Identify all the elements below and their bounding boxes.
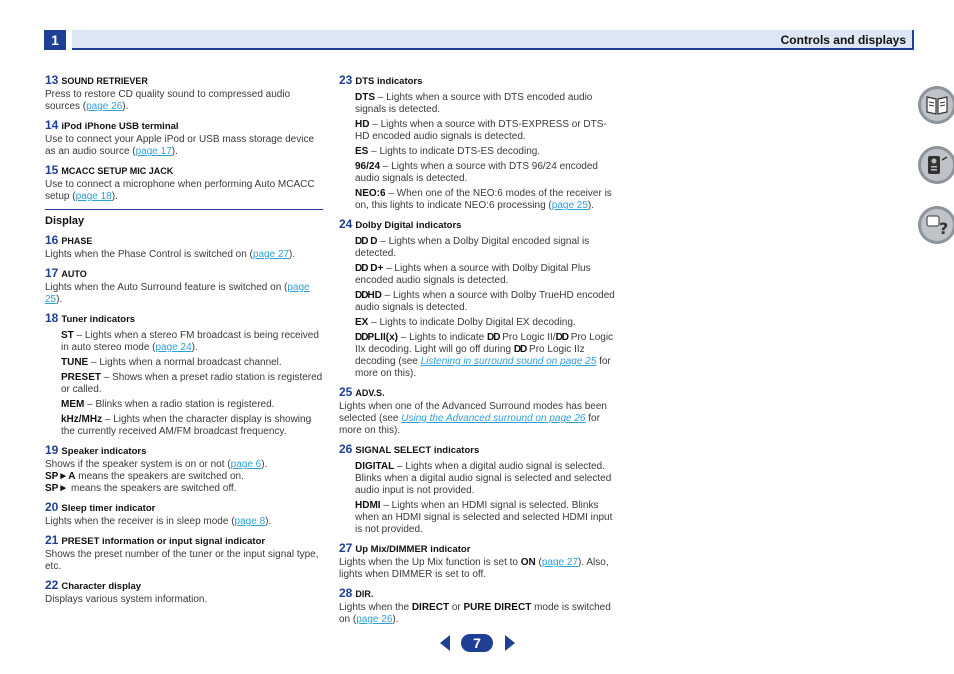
sub-item-plii <box>355 332 615 380</box>
entry-number: 24 <box>339 217 353 231</box>
term: SP►A <box>45 471 76 482</box>
entry-character-display <box>45 578 323 606</box>
entry-tuner-indicators <box>45 311 323 438</box>
entry-number: 13 <box>45 73 59 87</box>
sub-item-st <box>61 330 323 354</box>
entry-description: Shows if the speaker system is on or not ( <box>45 459 231 470</box>
page-title: Controls and displays <box>780 33 906 47</box>
entry-dir <box>339 586 615 626</box>
entry-number: 18 <box>45 311 59 325</box>
term-description: – Lights when a normal broadcast channel. <box>88 357 282 368</box>
page-link[interactable]: page 26 <box>356 614 393 625</box>
term-description: – Lights when a Dolby Digital encoded signal is detected. <box>355 236 590 259</box>
entry-description-end: ). <box>111 191 118 202</box>
term: HDMI <box>355 500 381 511</box>
sub-item-tune <box>61 357 323 369</box>
entry-adv-s <box>339 385 615 437</box>
term-description: means the speakers are switched on. <box>75 471 244 482</box>
previous-page-arrow-icon[interactable] <box>438 634 452 652</box>
sub-item-hdmi <box>355 500 615 536</box>
term: PRESET <box>61 372 102 383</box>
term-description: – Lights when a digital audio signal is selected. Blinks when a digital audio signal is selected and selected audio input is not provided. <box>355 461 612 496</box>
term-description-end: for more on this). <box>355 356 611 379</box>
entry-label: AUTO <box>61 269 87 279</box>
term-description: – Lights to indicate DTS-ES decoding. <box>368 146 541 157</box>
entry-description: Lights when one of the Advanced Surround modes has been selected (see <box>339 401 607 424</box>
term: DIGITAL <box>355 461 395 472</box>
entry-label: SOUND RETRIEVER <box>61 76 148 86</box>
entry-preset-information <box>45 533 323 573</box>
help-icon[interactable] <box>918 206 954 244</box>
sub-item-hd <box>355 119 615 143</box>
term-description: – Blinks when a radio station is registered. <box>84 399 275 410</box>
term: ST <box>61 330 74 341</box>
entry-description-end: ). <box>392 614 399 625</box>
entry-description: Lights when the Auto Surround feature is switched on ( <box>45 282 288 293</box>
chapter-number: 1 <box>44 30 66 50</box>
sub-item-es <box>355 146 615 158</box>
term: NEO:6 <box>355 188 386 199</box>
term: HD <box>355 119 370 130</box>
entry-sound-retriever <box>45 73 323 113</box>
left-column <box>45 73 323 611</box>
term-description: – Lights when a source with DTS encoded audio signals is detected. <box>355 92 593 115</box>
term-description: Pro Logic IIz decoding (see <box>355 344 585 367</box>
entry-number: 28 <box>339 586 353 600</box>
term-description: – Lights when a source with Dolby TrueHD encoded audio signals is detected. <box>355 290 615 313</box>
remote-control-icon[interactable] <box>918 146 954 184</box>
page-link[interactable]: page 27 <box>541 557 579 568</box>
page-link[interactable]: page 6 <box>230 459 262 470</box>
entry-dts-indicators <box>339 73 615 212</box>
dolby-symbol: DD <box>513 344 527 355</box>
entry-ipod-usb <box>45 118 323 158</box>
entry-description: Shows the preset number of the tuner or the input signal type, etc. <box>45 549 319 572</box>
entry-number: 22 <box>45 578 59 592</box>
entry-label: PHASE <box>61 236 93 246</box>
entry-number: 15 <box>45 163 59 177</box>
entry-label: Dolby Digital indicators <box>355 220 462 231</box>
entry-description: or <box>449 602 464 613</box>
entry-dolby-digital-indicators <box>339 217 615 380</box>
term: ES <box>355 146 369 157</box>
dolby-symbol: DD <box>355 290 368 301</box>
entry-number: 17 <box>45 266 59 280</box>
term-description: – Lights when an HDMI signal is selected. Blinks when an HDMI signal is selected and selected HDMI input is not provided. <box>355 500 613 535</box>
entry-label: SIGNAL SELECT indicators <box>355 445 480 456</box>
sub-item-dd-hd <box>355 290 615 314</box>
term-description: – When one of the NEO:6 modes of the receiver is on, this lights to indicate NEO:6 processing ( <box>355 188 612 211</box>
sub-item-khz <box>61 414 323 438</box>
term-description: Pro Logic II/ <box>499 332 556 343</box>
entry-number: 16 <box>45 233 59 247</box>
entry-label: Up Mix/DIMMER indicator <box>355 544 471 555</box>
entry-label: Speaker indicators <box>61 446 147 457</box>
term-description: – Lights when a stereo FM broadcast is being received in auto stereo mode ( <box>61 330 319 353</box>
entry-description-end: ). Also, lights when DIMMER is set to off. <box>339 557 609 580</box>
entry-description: Press to restore CD quality sound to compressed audio sources ( <box>45 89 291 112</box>
page-link[interactable]: page 27 <box>252 249 290 260</box>
entry-description-end: ). <box>289 249 296 260</box>
entry-description: Lights when the <box>339 602 412 613</box>
entry-label: Tuner indicators <box>61 314 136 325</box>
entry-description: Lights when the Up Mix function is set to <box>339 557 521 568</box>
entry-auto <box>45 266 323 306</box>
section-title-display: Display <box>45 209 323 228</box>
entry-label: PRESET information or input signal indicator <box>61 536 266 547</box>
sub-item-neo6 <box>355 188 615 212</box>
entry-description-end: ). <box>261 459 268 470</box>
dolby-symbol: DD <box>355 332 368 343</box>
term: ON <box>520 557 536 568</box>
term: HD <box>367 290 382 301</box>
svg-text:?: ? <box>939 219 949 236</box>
entry-label: ADV.S. <box>355 388 385 398</box>
term: DTS <box>355 92 375 103</box>
term: D <box>367 236 378 247</box>
entry-label: Character display <box>61 581 142 592</box>
entry-description-end: for more on this). <box>339 413 600 436</box>
sub-item-preset <box>61 372 323 396</box>
entry-description: Displays various system information. <box>45 594 208 605</box>
entry-description-end: ). <box>171 146 178 157</box>
entry-number: 26 <box>339 442 353 456</box>
term: PURE DIRECT <box>463 602 532 613</box>
dolby-symbol: DD <box>555 332 569 343</box>
sub-item-mem <box>61 399 323 411</box>
term-description: – Lights when a source with Dolby Digital Plus encoded audio signals is detected. <box>355 263 591 286</box>
term-description-end: ). <box>191 342 198 353</box>
entry-number: 25 <box>339 385 353 399</box>
sub-item-digital <box>355 461 615 497</box>
page-link[interactable]: page 25 <box>551 200 588 211</box>
entry-description: ( <box>535 557 542 568</box>
dolby-symbol: DD <box>355 236 368 247</box>
page-link[interactable]: page 25 <box>45 282 310 305</box>
term: PLII(x) <box>367 332 399 343</box>
entry-label: DTS indicators <box>355 76 423 87</box>
entry-description: Lights when the Phase Control is switched on ( <box>45 249 253 260</box>
entry-mcacc-mic <box>45 163 323 203</box>
term: D+ <box>367 263 384 274</box>
term: kHz/MHz <box>61 414 103 425</box>
entry-label: Sleep timer indicator <box>61 503 156 514</box>
entry-description-end: ). <box>265 516 272 527</box>
sub-item-ex <box>355 317 615 329</box>
entry-description-end: ). <box>122 101 129 112</box>
entry-sleep-timer <box>45 500 323 528</box>
entry-label: iPod iPhone USB terminal <box>61 121 179 132</box>
book-icon[interactable] <box>918 86 954 124</box>
sub-item-dd-d <box>355 236 615 260</box>
entry-label: MCACC SETUP MIC JACK <box>61 166 174 176</box>
entry-number: 20 <box>45 500 59 514</box>
page-link[interactable]: page 17 <box>135 146 172 157</box>
term-description: – Lights when a source with DTS-EXPRESS or DTS-HD encoded audio signals is detected. <box>355 119 607 142</box>
page-link[interactable]: page 24 <box>155 342 192 353</box>
term: MEM <box>61 399 85 410</box>
page-number: 7 <box>461 634 493 652</box>
entry-description: Lights when the receiver is in sleep mode ( <box>45 516 235 527</box>
term-description: – Lights when a source with DTS 96/24 encoded audio signals is detected. <box>355 161 598 184</box>
dolby-symbol: DD <box>355 263 368 274</box>
sub-item-96-24 <box>355 161 615 185</box>
page-link[interactable]: page 18 <box>75 191 112 202</box>
term-description: means the speakers are switched off. <box>68 483 237 494</box>
term-description: Pro Logic IIx decoding. Light will go off during <box>355 332 614 355</box>
next-page-arrow-icon[interactable] <box>503 634 517 652</box>
term: 96/24 <box>355 161 381 172</box>
cross-reference-link[interactable]: Using the Advanced surround on page 26 <box>401 413 586 424</box>
sub-item-dd-dplus <box>355 263 615 287</box>
term: TUNE <box>61 357 89 368</box>
term-description: – Lights to indicate <box>398 332 487 343</box>
entry-number: 21 <box>45 533 59 547</box>
entry-label: DIR. <box>355 589 374 599</box>
entry-number: 19 <box>45 443 59 457</box>
right-column <box>339 73 615 631</box>
term-description-end: ). <box>587 200 595 211</box>
page-link[interactable]: page 26 <box>86 101 123 112</box>
entry-phase <box>45 233 323 261</box>
dolby-symbol: DD <box>486 332 500 343</box>
entry-number: 23 <box>339 73 353 87</box>
entry-description-end: ). <box>56 294 63 305</box>
term: DIRECT <box>411 602 450 613</box>
entry-number: 27 <box>339 541 353 555</box>
page-link[interactable]: page 8 <box>234 516 266 527</box>
entry-number: 14 <box>45 118 59 132</box>
entry-up-mix-dimmer <box>339 541 615 581</box>
term: EX <box>355 317 369 328</box>
term-description: – Lights to indicate Dolby Digital EX decoding. <box>368 317 576 328</box>
entry-description: mode is switched on ( <box>339 602 611 625</box>
sub-item-dts <box>355 92 615 116</box>
cross-reference-link[interactable]: Listening in surround sound on page 25 <box>420 356 597 367</box>
entry-signal-select <box>339 442 615 536</box>
term-description: – Lights when the character display is showing the currently received AM/FM broadcast frequency. <box>61 414 312 437</box>
header-bar <box>72 30 914 50</box>
entry-description: Use to connect a microphone when performing Auto MCACC setup ( <box>45 179 315 202</box>
term-description: – Shows when a preset radio station is registered or called. <box>61 372 323 395</box>
entry-speaker-indicators <box>45 443 323 495</box>
term: SP► <box>45 483 69 494</box>
entry-description: Use to connect your Apple iPod or USB mass storage device as an audio source ( <box>45 134 315 157</box>
